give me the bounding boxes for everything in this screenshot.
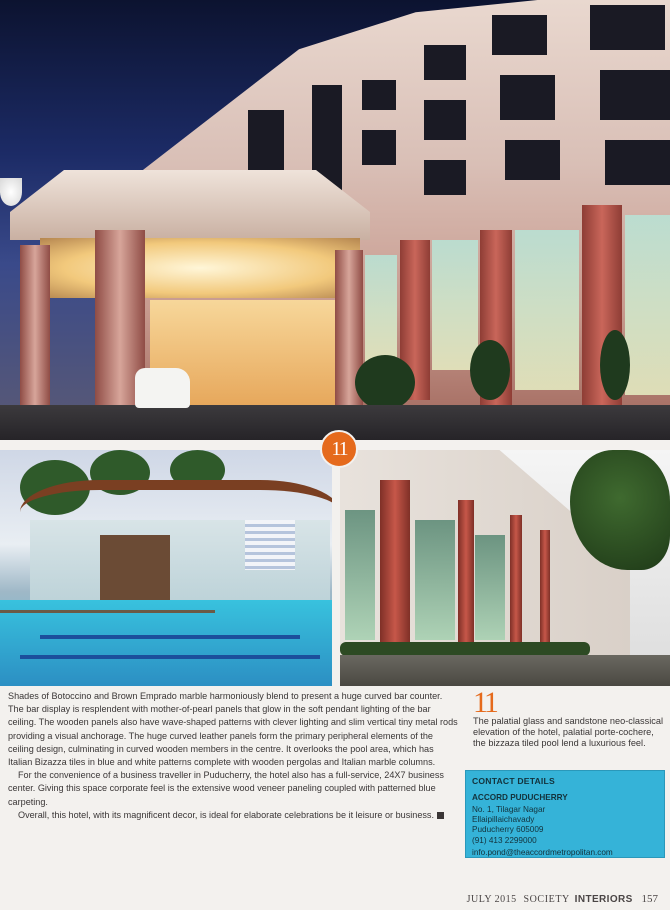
- pool-tile-stripe: [20, 655, 320, 659]
- facade-window: [590, 5, 665, 50]
- contact-details-box: [465, 770, 665, 858]
- contact-address-line: No. 1, Tilagar Nagar: [472, 805, 546, 814]
- facade-glass: [625, 215, 670, 395]
- side-column: [458, 500, 474, 645]
- facade-window: [600, 70, 670, 120]
- side-glass: [475, 535, 505, 640]
- facade-window: [424, 45, 466, 80]
- body-paragraph: [8, 809, 458, 822]
- photo-caption: The palatial glass and sandstone neo-classical elevation of the hotel, palatial porte-cochere, the bizzaza tiled pool lend a luxurious feel.: [473, 716, 663, 748]
- facade-window: [605, 140, 670, 185]
- pool-door: [100, 535, 170, 605]
- photo-number-badge: 11: [320, 430, 358, 468]
- porte-cochere: [10, 170, 370, 240]
- side-glass: [415, 520, 455, 640]
- magazine-name-part1: SOCIETY: [523, 894, 570, 905]
- contact-address-line: Puducherry 605009: [472, 825, 544, 834]
- magazine-name-part2: INTERIORS: [574, 894, 633, 905]
- body-paragraph: Shades of Botoccino and Brown Emprado marble harmoniously blend to present a huge curved bar counter. The bar display is resplendent with mother-of-pearl panels that glow in the soft pendant lighting of the bar ceiling. The wooden panels also have wave-shaped patterns with clever lighting and slim vertical tiny metal rods providing a visual anchorage. The huge curved leather panels form the primary peripheral elements of the ceiling design, culminating in curved wooden members in the centre. It overlooks the pool area, which has Italian Bizazza tiles in blue and white patterns complete with wooden pergolas and Italian marble columns.: [8, 691, 458, 768]
- contact-email: info.pond@theaccordmetropolitan.com: [472, 848, 613, 857]
- body-paragraph-text: Overall, this hotel, with its magnificent decor, is ideal for elaborate celebrations be it leisure or business.: [18, 809, 434, 820]
- pool-railing: [0, 610, 215, 613]
- porte-cochere-ceiling: [40, 238, 360, 298]
- facade-window: [500, 75, 555, 120]
- contact-title: CONTACT DETAILS: [472, 776, 555, 786]
- contact-name: ACCORD PUDUCHERRY: [472, 793, 568, 802]
- hotel-side-facade-photo: [340, 450, 670, 686]
- page-number: 157: [641, 893, 658, 905]
- wooden-pergola: [20, 480, 332, 512]
- facade-window: [424, 100, 466, 140]
- pool-pergola-photo: [0, 450, 332, 686]
- article-body: [8, 690, 458, 822]
- shrub: [470, 340, 510, 400]
- side-column: [380, 480, 410, 645]
- facade-glass: [432, 240, 478, 370]
- facade-glass: [515, 230, 579, 390]
- end-mark-icon: [437, 812, 444, 819]
- contact-address-line: Ellaipillaichavady: [472, 815, 535, 824]
- striped-panel: [245, 520, 295, 570]
- pool-tile-stripe: [40, 635, 300, 639]
- body-paragraph: For the convenience of a business traveller in Puducherry, the hotel also has a full-service, 24X7 business center. Giving this space corporate feel is the extensive wood veneer paneling coupled with patterned blue carpeting.: [8, 770, 444, 807]
- page-folio: [467, 893, 658, 905]
- hotel-facade-photo: [0, 0, 670, 440]
- caption-numeral: 11: [473, 686, 496, 719]
- facade-window: [492, 15, 547, 55]
- shrub: [600, 330, 630, 400]
- porte-pillar: [20, 245, 50, 410]
- facade-window: [362, 80, 396, 110]
- street-lamp: [0, 178, 22, 206]
- facade-window: [362, 130, 396, 165]
- facade-window: [424, 160, 466, 195]
- driveway: [340, 655, 670, 686]
- side-column: [510, 515, 522, 645]
- side-column: [540, 530, 550, 645]
- facade-glass: [365, 255, 397, 365]
- parked-car: [135, 368, 190, 408]
- facade-window: [505, 140, 560, 180]
- contact-phone: (91) 413 2299000: [472, 836, 537, 845]
- hedge: [340, 642, 590, 656]
- side-glass: [345, 510, 375, 640]
- shrub: [355, 355, 415, 410]
- issue-date: JULY 2015: [466, 894, 517, 905]
